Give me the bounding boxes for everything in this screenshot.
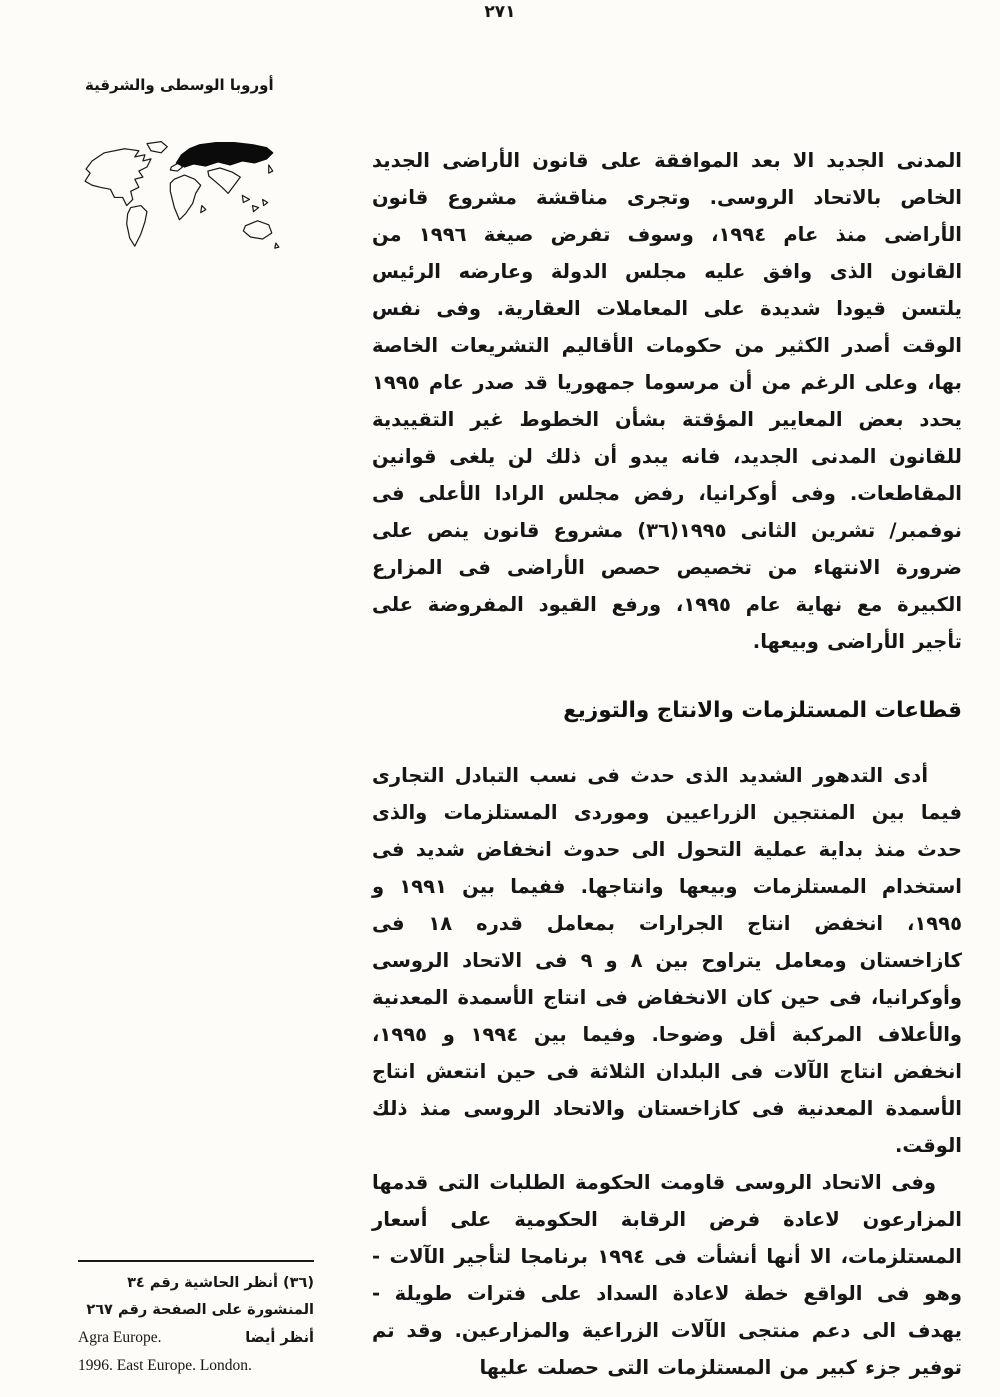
page-number: ٢٧١ bbox=[484, 2, 516, 22]
new-zealand bbox=[275, 243, 279, 248]
world-map bbox=[80, 138, 288, 266]
continent-north-america bbox=[85, 149, 151, 206]
footnote-line-1: (٣٦) أنظر الحاشية رقم ٣٤ bbox=[127, 1275, 314, 1291]
continent-australia bbox=[243, 221, 271, 239]
body-paragraph-1: المدنى الجديد الا بعد الموافقة على قانون الأراضى الجديد الخاص بالاتحاد الروسى. وتجرى مناقشة مشروع قانون الأراضى منذ عام ١٩٩٤، وسوف تفرض صيغة ١٩٩٦ من القانون الذى وافق عليه مجلس الدولة وعارضه الرئيس يلتسن قيودا شديدة على المعاملات العقارية. وفى نفس الوقت أصدر الكثير من حكومات الأقاليم التشريعات الخاصة بها، وعلى الرغم من أن مرسوما جمهوريا قد صدر عام ١٩٩٥ يحدد بعض المعايير المؤقتة بشأن الخطوط غير التقييدية للقانون المدنى الجديد، فانه يبدو أن ذلك لن يلغى قوانين المقاطعات. وفى أوكرانيا، رفض مجلس الرادا الأعلى فى نوفمبر/ تشرين الثانى ١٩٩٥(٣٦) مشروع قانون ينص على ضرورة الانتهاء من تخصيص حصص الأراضى فى المزارع الكبيرة مع نهاية عام ١٩٩٥، ورفع القيود المفروضة على تأجير الأراضى وبيعها. bbox=[372, 149, 963, 653]
madagascar bbox=[201, 206, 206, 213]
footnote-line-2: المنشورة على الصفحة رقم ٢٦٧ bbox=[86, 1302, 314, 1318]
section-label: أوروبا الوسطى والشرقية bbox=[85, 76, 274, 94]
footnote-divider bbox=[78, 1260, 314, 1262]
highlight-central-eastern-europe bbox=[176, 143, 272, 167]
south-asia bbox=[208, 168, 240, 193]
japan bbox=[269, 165, 273, 173]
continent-south-america bbox=[127, 206, 147, 247]
main-text-column bbox=[372, 142, 962, 1386]
continent-africa bbox=[170, 175, 200, 220]
world-map-figure bbox=[80, 138, 288, 266]
body-paragraph-3: وفى الاتحاد الروسى قاومت الحكومة الطلبات التى قدمها المزارعون لاعادة فرض الرقابة الحكومية على أسعار المستلزمات، الا أنها أنشأت فى ١٩٩٤ برنامجا لتأجير الآلات - وهو فى الواقع خطة لاعادة السداد على فترات طويلة - يهدف الى دعم منتجى الآلات الزراعية والمزارعين. وقد تم توفير جزء كبير من المستلزمات التى حصلت عليها bbox=[372, 1171, 962, 1379]
footnote-line-3 bbox=[78, 1324, 314, 1352]
footnote-line-4: 1996. East Europe. London. bbox=[78, 1357, 252, 1374]
footnote-see-also-reference: Agra Europe. bbox=[78, 1329, 162, 1346]
footnote-see-also-label: أنظر أيضا bbox=[245, 1330, 314, 1346]
southeast-asia-islands bbox=[242, 195, 267, 211]
greenland bbox=[147, 142, 167, 153]
section-heading: قطاعات المستلزمات والانتاج والتوزيع bbox=[563, 698, 962, 723]
body-paragraph-2: أدى التدهور الشديد الذى حدث فى نسب التبادل التجارى فيما بين المنتجين الزراعيين وموردى المستلزمات والذى حدث منذ بداية عملية التحول الى حدوث انخفاض شديد فى استخدام المستلزمات وبيعها وانتاجها. ففيما بين ١٩٩١ و ١٩٩٥، انخفض انتاج الجرارات بمعامل قدره ١٨ فى كازاخستان ومعامل يتراوح بين ٨ و ٩ فى الاتحاد الروسى وأوكرانيا، فى حين كان الانخفاض فى انتاج الأسمدة المعدنية والأعلاف المركبة أقل وضوحا. وفيما بين ١٩٩٤ و ١٩٩٥، انخفض انتاج الآلات فى البلدان الثلاثة فى حين انتعش انتاج الأسمدة المعدنية فى كازاخستان والاتحاد الروسى منذ ذلك الوقت. bbox=[372, 764, 963, 1157]
footnote-block bbox=[78, 1260, 314, 1379]
